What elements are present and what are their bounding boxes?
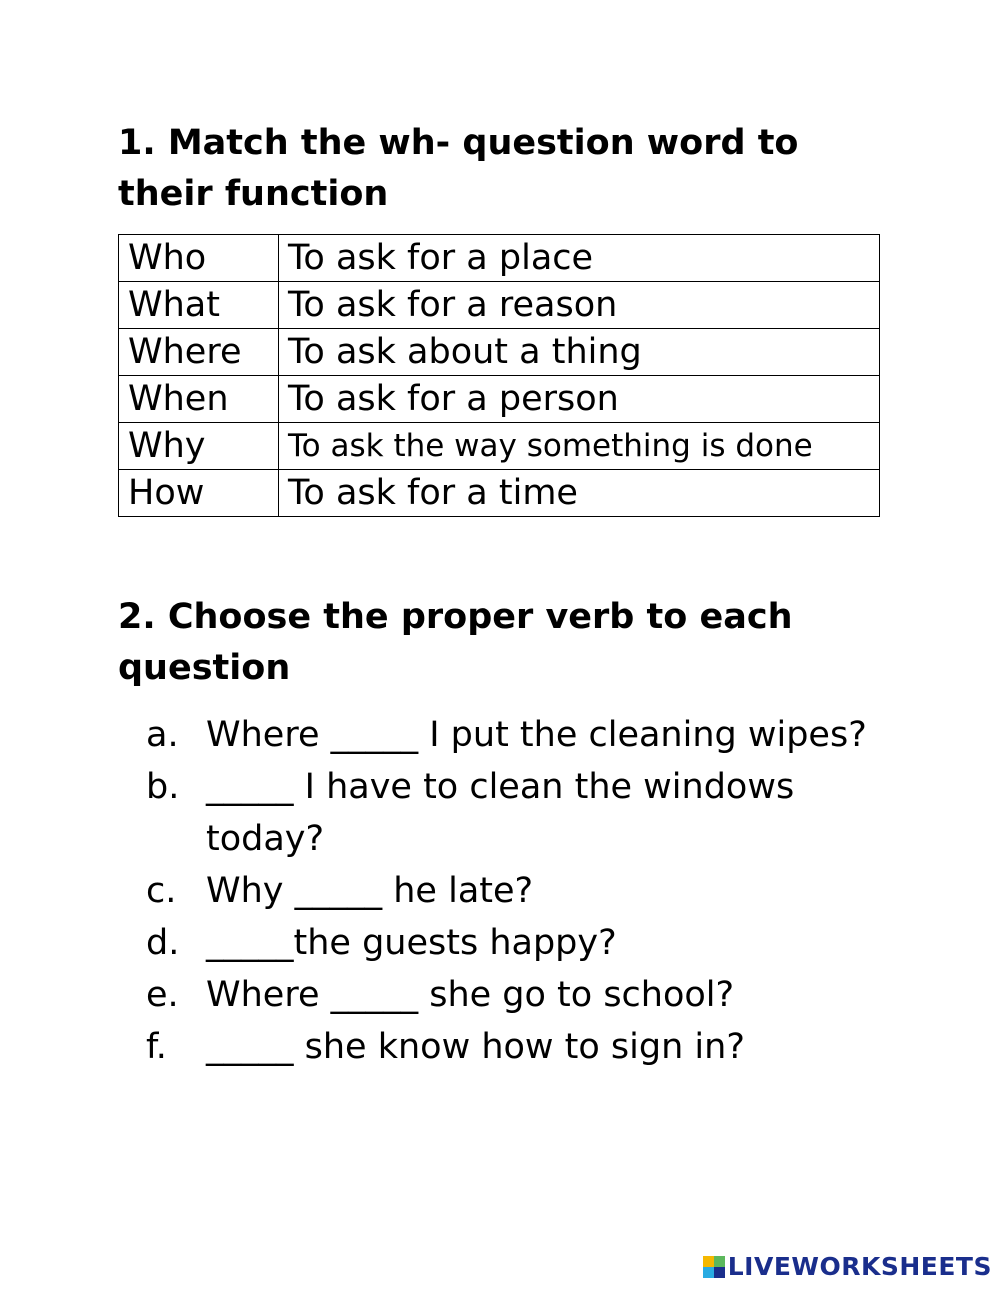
question-text: _____the guests happy? (206, 923, 617, 963)
question-list (146, 709, 886, 1073)
list-item (146, 865, 886, 917)
table-row (119, 235, 880, 282)
function-cell: To ask for a reason (279, 282, 880, 329)
function-cell: To ask about a thing (279, 329, 880, 376)
question-text: Why _____ he late? (206, 871, 534, 911)
list-item (146, 1021, 886, 1073)
question-text: _____ she know how to sign in? (206, 1027, 745, 1067)
list-item (146, 709, 886, 761)
list-item (146, 969, 886, 1021)
item-marker: b. (146, 767, 180, 807)
section-2-heading: 2. Choose the proper verb to each question (118, 597, 793, 688)
question-word-cell: What (119, 282, 279, 329)
list-item (146, 761, 886, 865)
list-item (146, 917, 886, 969)
question-text: _____ I have to clean the windows today? (206, 767, 795, 859)
question-text: Where _____ I put the cleaning wipes? (206, 715, 867, 755)
question-word-cell: How (119, 470, 279, 517)
item-marker: c. (146, 871, 177, 911)
function-cell: To ask for a place (279, 235, 880, 282)
logo-square (703, 1256, 714, 1267)
match-table (118, 234, 880, 517)
question-word-cell: When (119, 376, 279, 423)
item-marker: f. (146, 1027, 167, 1067)
table-row (119, 376, 880, 423)
function-cell: To ask the way something is done (279, 423, 880, 470)
item-marker: d. (146, 923, 180, 963)
liveworksheets-logo (703, 1252, 992, 1281)
question-word-cell: Why (119, 423, 279, 470)
table-row (119, 282, 880, 329)
item-marker: e. (146, 975, 179, 1015)
question-word-cell: Who (119, 235, 279, 282)
logo-square (703, 1267, 714, 1278)
question-text: Where _____ she go to school? (206, 975, 735, 1015)
function-cell: To ask for a person (279, 376, 880, 423)
table-row (119, 423, 880, 470)
logo-square (714, 1256, 725, 1267)
table-row (119, 470, 880, 517)
table-row (119, 329, 880, 376)
logo-square (714, 1267, 725, 1278)
liveworksheets-logo-icon (703, 1256, 725, 1278)
logo-text: LIVEWORKSHEETS (727, 1252, 992, 1281)
section-1-heading: 1. Match the wh- question word to their function (118, 123, 799, 214)
item-marker: a. (146, 715, 179, 755)
question-word-cell: Where (119, 329, 279, 376)
function-cell: To ask for a time (279, 470, 880, 517)
